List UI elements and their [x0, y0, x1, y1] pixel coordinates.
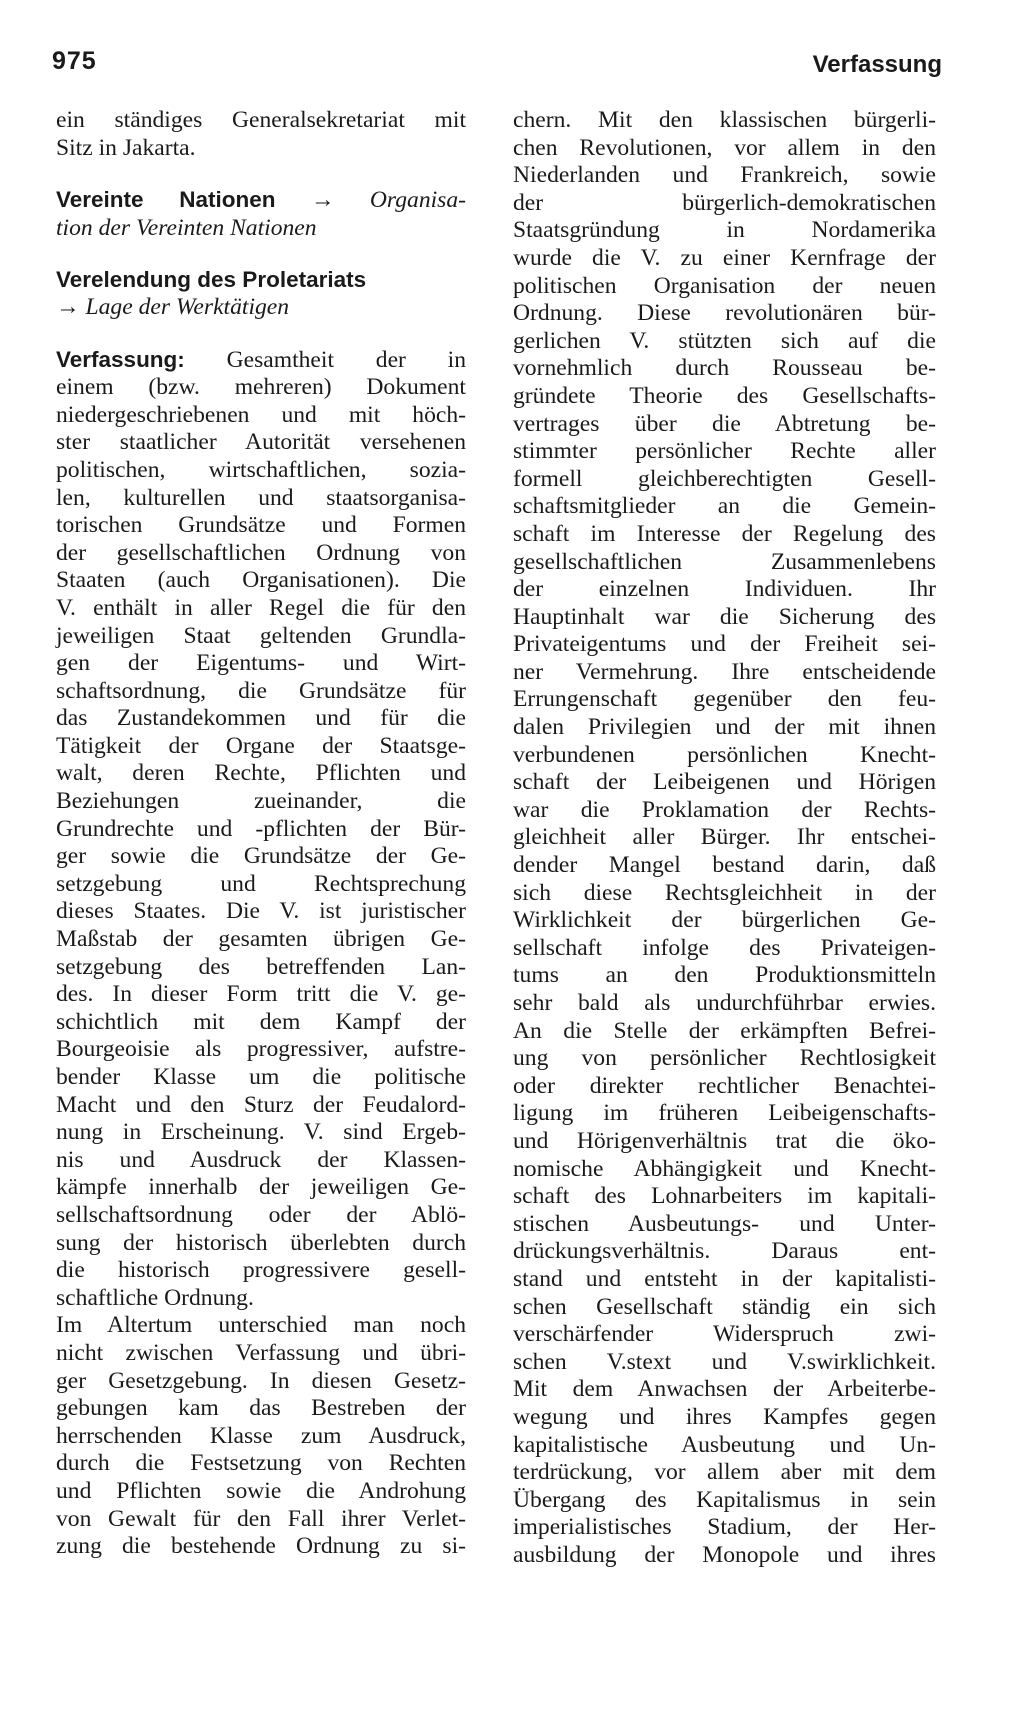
text-line: verschärfender Widerspruch zwi- [513, 1321, 936, 1348]
text-line: oder direkter rechtlicher Benachtei- [513, 1072, 936, 1099]
text-line: drückungsverhältnis. Daraus ent- [513, 1238, 936, 1265]
text-line: terdrückung, vor allem aber mit dem [513, 1459, 936, 1486]
running-head: Verfassung [812, 51, 942, 78]
text-line: bender Klasse um die politische [56, 1064, 466, 1090]
text-line: sung der historisch überlebten durch [56, 1229, 466, 1256]
text-line: schaftsmitglieder an die Gemein- [513, 493, 936, 520]
text-line: chen Revolutionen, vor allem in den [513, 134, 936, 161]
text-line: ger Gesetzgebung. In diesen Gesetz- [56, 1367, 466, 1394]
text-line: wurde die V. zu einer Kernfrage der [513, 244, 936, 271]
text-line: sehr bald als undurchführbar erwies. [513, 990, 936, 1016]
text-line: Ordnung. Diese revolutionären bür- [513, 300, 936, 327]
right-column-text [513, 107, 936, 1569]
text-line: zung die bestehende Ordnung zu si- [56, 1533, 466, 1560]
text-line: und Hörigenverhältnis trat die öko- [513, 1127, 936, 1154]
text-line: Staatsgründung in Nordamerika [513, 217, 936, 244]
text-line: dalen Privilegien und der mit ihnen [513, 714, 936, 741]
text-line: ster staatlicher Autorität versehenen [56, 429, 466, 456]
text-line: war die Proklamation der Rechts- [513, 796, 936, 823]
text-line: Maßstab der gesamten übrigen Ge- [56, 926, 466, 953]
text-line: einem (bzw. mehreren) Dokument [56, 374, 466, 401]
text-line: und Pflichten sowie die Androhung [56, 1477, 466, 1504]
text-line: nomische Abhängigkeit und Knecht- [513, 1155, 936, 1182]
entry-verfassung [56, 346, 466, 1313]
text-line: Im Altertum unterschied man noch [56, 1312, 466, 1339]
text-line: Beziehungen zueinander, die [56, 788, 466, 815]
text-line: Macht und den Sturz der Feudalord- [56, 1091, 466, 1118]
text-line: nicht zwischen Verfassung und übri- [56, 1339, 466, 1366]
text-line: setzgebung des betreffenden Lan- [56, 953, 466, 980]
entry-term: Verelendung des Proletariats [56, 267, 367, 293]
text-line: verbundenen persönlichen Knecht- [513, 741, 936, 768]
text-line: Wirklichkeit der bürgerlichen Ge- [513, 907, 936, 934]
text-line: des. In dieser Form tritt die V. ge- [56, 981, 466, 1008]
text-line: torischen Grundsätze und Formen [56, 512, 466, 539]
text-line: len, kulturellen und staatsorganisa- [56, 484, 466, 511]
text-line: gen der Eigentums- und Wirt- [56, 650, 466, 677]
text-line: sellschaft infolge des Privateigen- [513, 934, 936, 961]
text-line: gerlichen V. stützten sich auf die [513, 327, 936, 354]
text-line: stimmter persönlicher Rechte aller [513, 438, 936, 465]
text-line: schen Gesellschaft ständig ein sich [513, 1293, 936, 1320]
text-line: der einzelnen Individuen. Ihr [513, 576, 936, 603]
text-line: Tätigkeit der Organe der Staatsge- [56, 732, 466, 759]
text-line: politischen Organisation der neuen [513, 272, 936, 299]
text-line: der bürgerlich-demokratischen [513, 189, 936, 216]
text-line: Übergang des Kapitalismus in sein [513, 1486, 936, 1513]
text-line: das Zustandekommen und für die [56, 705, 466, 732]
text-line: gebungen kam das Bestreben der [56, 1395, 466, 1422]
text-line: setzgebung und Rechtsprechung [56, 870, 466, 897]
text-line: nis und Ausdruck der Klassen- [56, 1146, 466, 1173]
text-line: herrschenden Klasse zum Ausdruck, [56, 1422, 466, 1449]
paragraph-altertum [56, 1312, 466, 1560]
text-line: schichtlich mit dem Kampf der [56, 1008, 466, 1035]
text-line: durch die Festsetzung von Rechten [56, 1450, 466, 1477]
text-line: schaft im Interesse der Regelung des [513, 520, 936, 547]
text-line: wegung und ihres Kampfes gegen [513, 1403, 936, 1430]
text-line: vertrages über die Abtretung be- [513, 410, 936, 437]
text-line: ner Vermehrung. Ihre entscheidende [513, 658, 936, 685]
arrow-icon: → [56, 293, 80, 320]
intro-paragraph [56, 107, 466, 162]
text-line: schen V.stext und V.swirklichkeit. [513, 1348, 936, 1375]
text-line: Errungenschaft gegenüber den feu- [513, 686, 936, 713]
text-line: schaftliche Ordnung. [56, 1284, 254, 1311]
text-line: dender Mangel bestand darin, daß [513, 852, 936, 879]
entry-term: Vereinte Nationen [56, 187, 276, 213]
text-line: ger sowie die Grundsätze der Ge- [56, 843, 466, 870]
text-line: sellschaftsordnung oder der Ablö- [56, 1201, 466, 1228]
entry-text: Gesamtheit der in [226, 346, 466, 373]
text-line: walt, deren Rechte, Pflichten und [56, 760, 466, 787]
text-line: schaft der Leibeigenen und Hörigen [513, 769, 936, 796]
text-line: sich diese Rechtsgleichheit in der [513, 879, 936, 906]
cross-reference-continued[interactable]: tion der Vereinten Nationen [56, 214, 317, 241]
text-line: ein ständiges Generalsekretariat mit [56, 107, 466, 133]
text-line: kapitalistische Ausbeutung und Un- [513, 1431, 936, 1458]
text-line: tums an den Produktionsmitteln [513, 962, 936, 989]
left-column [56, 107, 466, 1561]
text-line: Hauptinhalt war die Sicherung des [513, 603, 936, 630]
right-column [513, 107, 936, 1569]
entry-vereinte-nationen [56, 186, 466, 242]
text-line: gründete Theorie des Gesellschafts- [513, 382, 936, 409]
text-line: dieses Staates. Die V. ist juristischer [56, 898, 466, 925]
text-line: Mit dem Anwachsen der Arbeiterbe- [513, 1376, 936, 1403]
text-line: kämpfe innerhalb der jeweiligen Ge- [56, 1174, 466, 1201]
text-line: politischen, wirtschaftlichen, sozia- [56, 456, 466, 483]
text-line: jeweiligen Staat geltenden Grundla- [56, 622, 466, 649]
entry-term: Verfassung: [56, 346, 185, 372]
text-line: V. enthält in aller Regel die für den [56, 594, 466, 621]
text-line: imperialistisches Stadium, der Her- [513, 1514, 936, 1541]
entry-verelendung [56, 266, 466, 321]
text-line: ausbildung der Monopole und ihres [513, 1541, 936, 1568]
arrow-icon: → [310, 187, 335, 214]
text-line: chern. Mit den klassischen bürgerli- [513, 107, 936, 133]
text-line: formell gleichberechtigten Gesell- [513, 465, 936, 492]
text-line: Niederlanden und Frankreich, sowie [513, 162, 936, 189]
text-line: ung von persönlicher Rechtlosigkeit [513, 1045, 936, 1072]
text-line: stischen Ausbeutungs- und Unter- [513, 1210, 936, 1237]
text-line: An die Stelle der erkämpften Befrei- [513, 1017, 936, 1044]
text-line: vornehmlich durch Rousseau be- [513, 355, 936, 382]
cross-reference[interactable]: Lage der Werktätigen [85, 293, 290, 320]
text-line: der gesellschaftlichen Ordnung von [56, 539, 466, 566]
page-number: 975 [52, 47, 97, 75]
text-line: die historisch progressivere gesell- [56, 1257, 466, 1284]
text-line: von Gewalt für den Fall ihrer Verlet- [56, 1505, 466, 1532]
text-line: gleichheit aller Bürger. Ihr entschei- [513, 824, 936, 851]
text-line: nung in Erscheinung. V. sind Ergeb- [56, 1119, 466, 1146]
cross-reference[interactable]: Organisa- [369, 187, 467, 214]
text-line: stand und entsteht in der kapitalisti- [513, 1265, 936, 1292]
text-line: ligung im früheren Leibeigenschafts- [513, 1100, 936, 1127]
text-line: Staaten (auch Organisationen). Die [56, 567, 466, 594]
text-line: Privateigentums und der Freiheit sei- [513, 631, 936, 658]
text-line: gesellschaftlichen Zusammenlebens [513, 548, 936, 575]
entry-body [56, 374, 466, 1312]
text-line: Grundrechte und -pflichten der Bür- [56, 815, 466, 842]
text-line: schaft des Lohnarbeiters im kapitali- [513, 1183, 936, 1210]
text-line: Sitz in Jakarta. [56, 134, 196, 161]
text-line: schaftsordnung, die Grundsätze für [56, 677, 466, 704]
text-line: niedergeschriebenen und mit höch- [56, 401, 466, 428]
text-line: Bourgeoisie als progressiver, aufstre- [56, 1036, 466, 1063]
